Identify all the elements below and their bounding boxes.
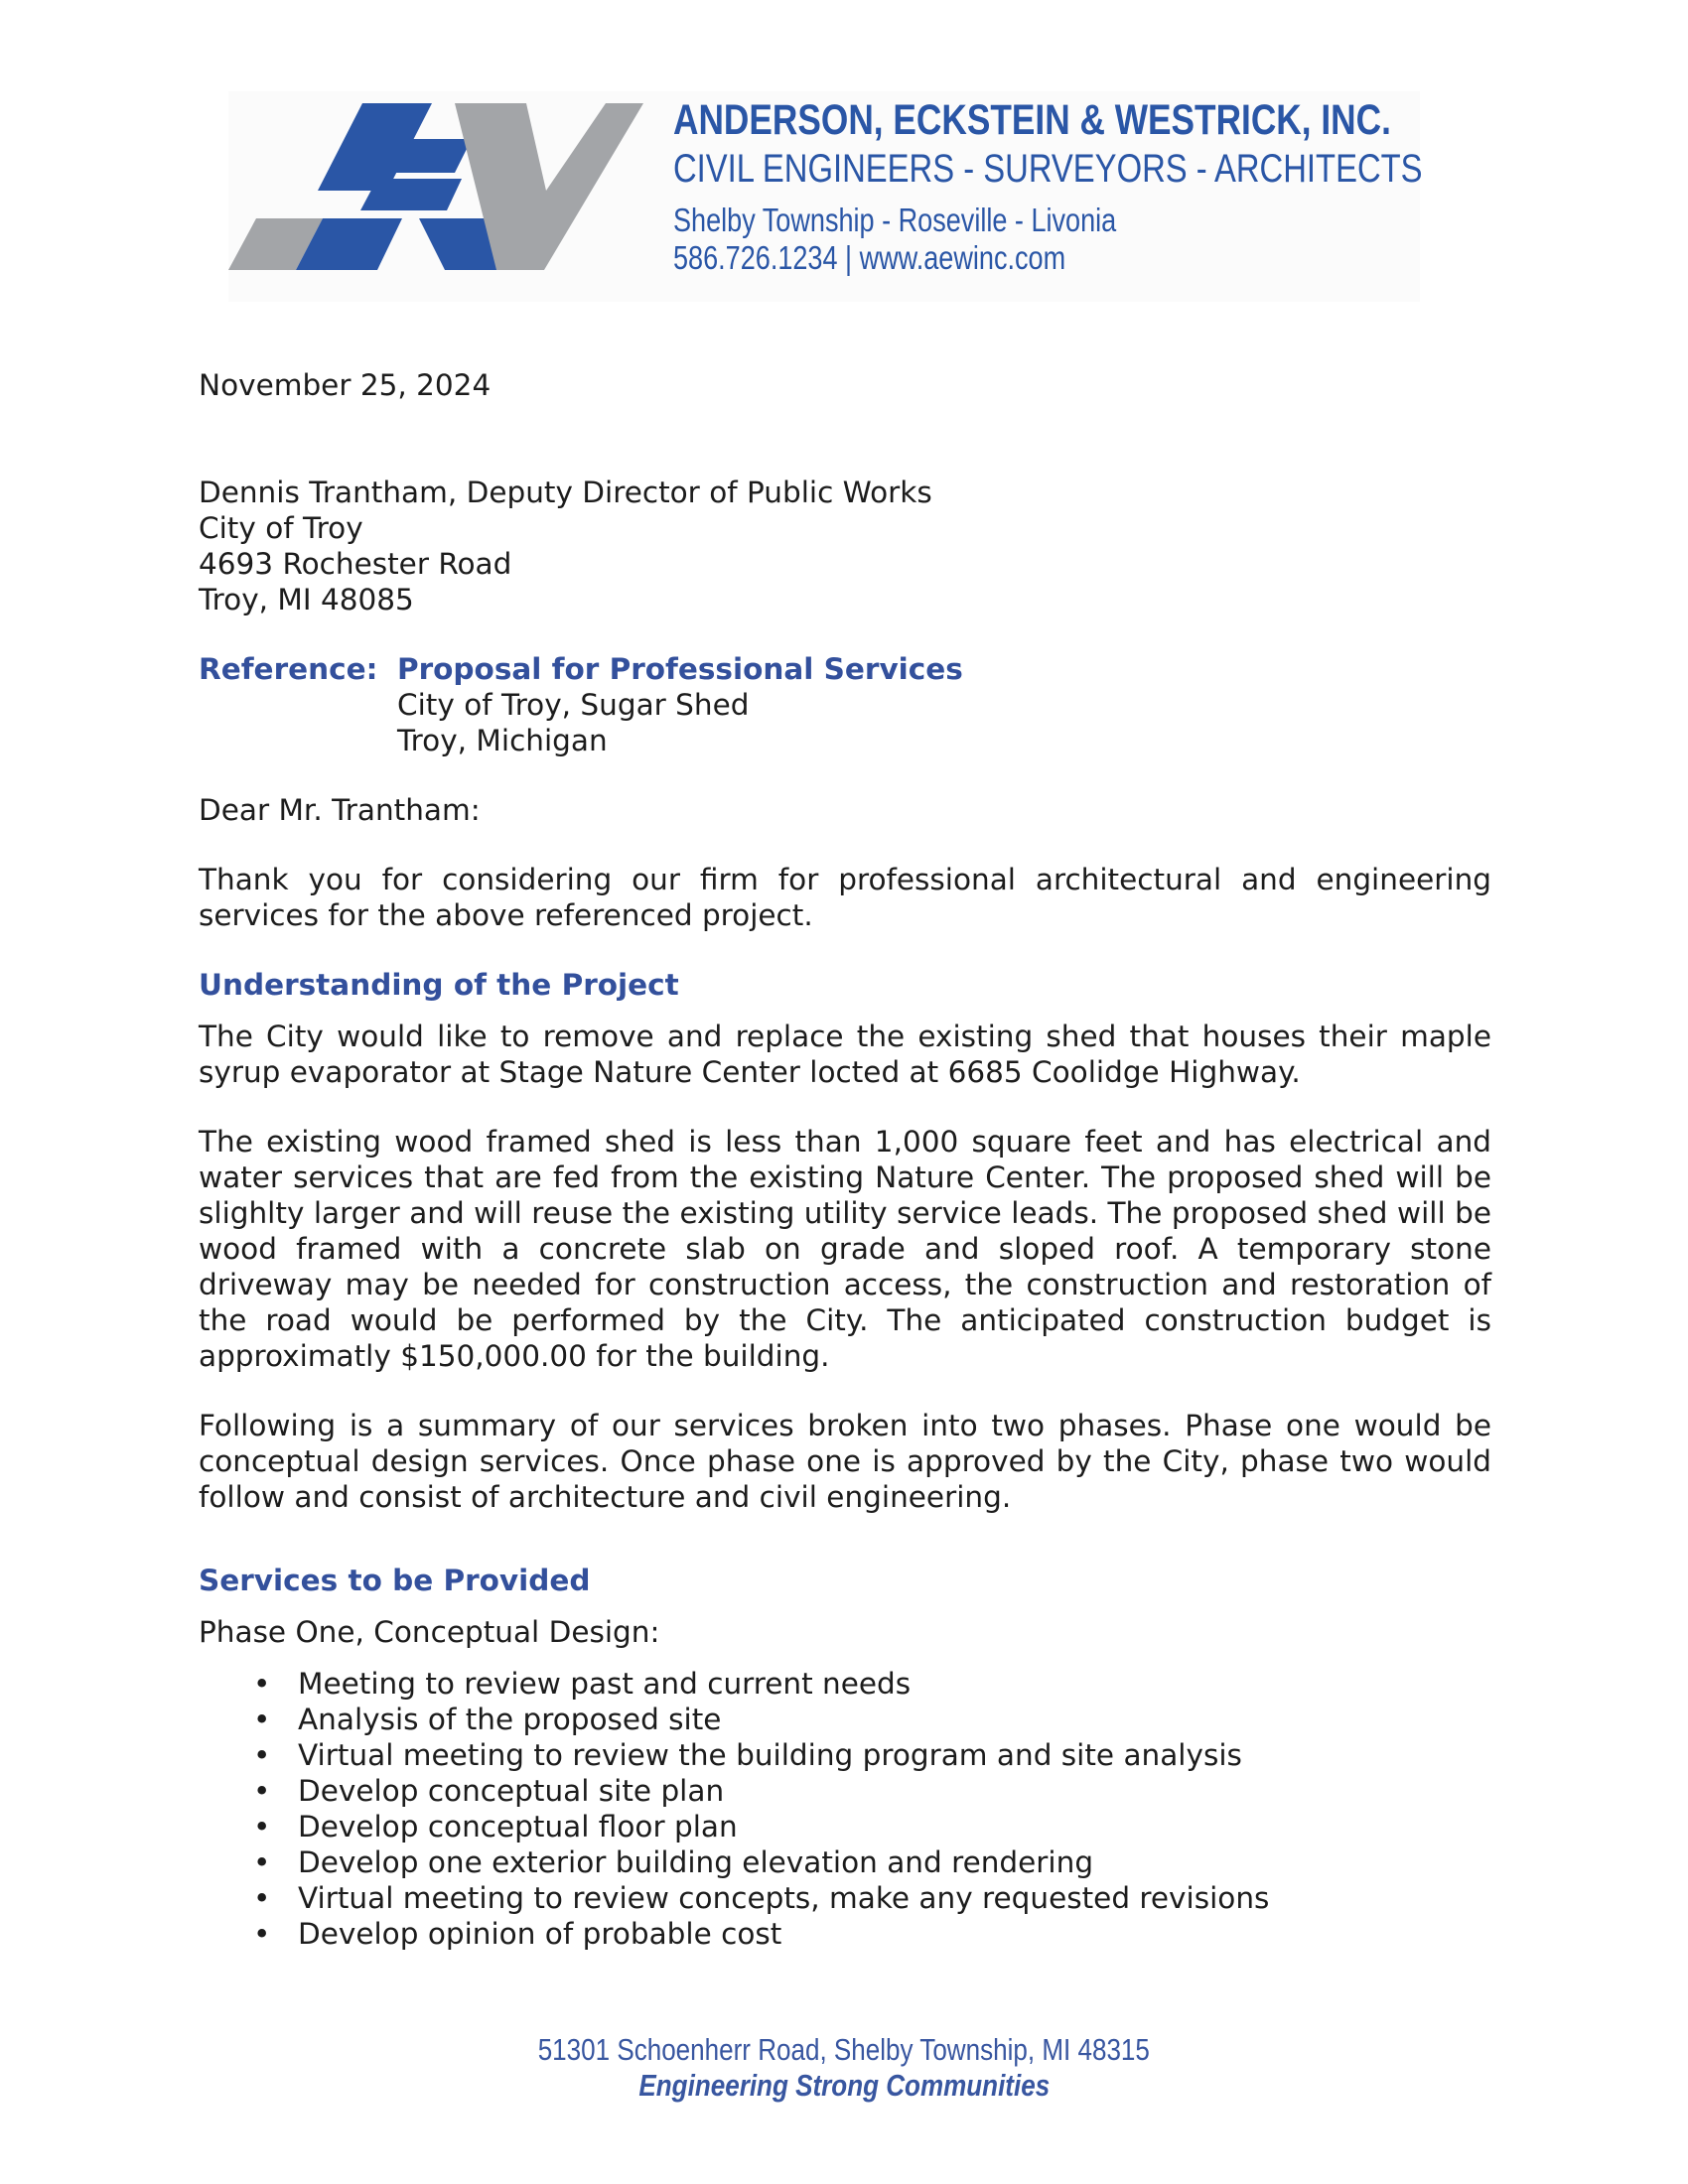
logo-blue-bar-2 (360, 179, 462, 210)
list-item-text: Analysis of the proposed site (298, 1703, 722, 1736)
reference-title: Proposal for Professional Services (397, 652, 963, 686)
addressee-line: City of Troy (199, 511, 363, 545)
services-heading: Services to be Provided (199, 1564, 591, 1597)
addressee-line: Troy, MI 48085 (199, 583, 414, 616)
salutation: Dear Mr. Trantham: (199, 793, 481, 827)
bullet-icon: • (253, 1774, 271, 1808)
firm-offices: Shelby Township - Roseville - Livonia (673, 202, 1117, 238)
letter-body (199, 367, 1491, 1952)
firm-disciplines: CIVIL ENGINEERS - SURVEYORS - ARCHITECTS (673, 147, 1423, 191)
aew-logo-icon (228, 99, 643, 270)
phase-one-title: Phase One, Conceptual Design: (199, 1615, 660, 1649)
bullet-icon: • (253, 1738, 271, 1772)
logo-blue-bar-1 (370, 139, 472, 173)
list-item (199, 1844, 1491, 1880)
list-item-text: Virtual meeting to review the building program and site analysis (298, 1738, 1242, 1772)
footer-address: 51301 Schoenherr Road, Shelby Township, MI 48315 (537, 2032, 1151, 2067)
letterhead-text (673, 95, 1423, 277)
letter-footer (0, 2032, 1688, 2104)
firm-contact: 586.726.1234 | www.aewinc.com (673, 239, 1066, 276)
bullet-icon: • (253, 1810, 271, 1843)
letter-date: November 25, 2024 (199, 368, 492, 402)
bullet-icon: • (253, 1667, 271, 1701)
list-item-text: Virtual meeting to review concepts, make any requested revisions (298, 1881, 1270, 1915)
bullet-icon: • (253, 1845, 271, 1879)
addressee-block (199, 475, 1491, 617)
list-item (199, 1773, 1491, 1809)
list-item (199, 1880, 1491, 1916)
list-item (199, 1916, 1491, 1952)
list-item-text: Meeting to review past and current needs (298, 1667, 912, 1701)
list-item (199, 1737, 1491, 1773)
reference-label: Reference: (199, 652, 378, 686)
reference-line: City of Troy, Sugar Shed (397, 688, 750, 722)
list-item-text: Develop conceptual floor plan (298, 1810, 738, 1843)
phase-one-list (199, 1666, 1491, 1952)
list-item (199, 1702, 1491, 1737)
understanding-paragraph: The existing wood framed shed is less than 1,000 square feet and has electrical and water services that are fed from the existing Nature Center. The proposed shed will be slighlty larger and will reuse the existing utility service leads. The proposed shed will be wood framed with a concrete slab on grade and sloped roof. A temporary stone driveway may be needed for construction access, the construction and restoration of the road would be performed by the City. The anticipated construction budget is approximatly $150,000.00 for the building. (199, 1125, 1491, 1373)
firm-name: ANDERSON, ECKSTEIN & WESTRICK, INC. (673, 96, 1391, 144)
bullet-icon: • (253, 1703, 271, 1736)
understanding-paragraph: Following is a summary of our services broken into two phases. Phase one would be conceptual design services. Once phase one is approved by the City, phase two would follow and consist of architecture and civil engineering. (199, 1409, 1491, 1514)
list-item (199, 1809, 1491, 1844)
list-item-text: Develop one exterior building elevation and rendering (298, 1845, 1094, 1879)
bullet-icon: • (253, 1917, 271, 1951)
list-item-text: Develop conceptual site plan (298, 1774, 725, 1808)
reference-content (397, 651, 963, 758)
addressee-line: 4693 Rochester Road (199, 547, 512, 581)
bullet-icon: • (253, 1881, 271, 1915)
footer-tagline: Engineering Strong Communities (638, 2068, 1050, 2103)
addressee-line: Dennis Trantham, Deputy Director of Public Works (199, 476, 932, 509)
reference-block (199, 651, 1491, 758)
understanding-paragraph: The City would like to remove and replace the existing shed that houses their maple syrup evaporator at Stage Nature Center locted at 6685 Coolidge Highway. (199, 1020, 1491, 1089)
list-item-text: Develop opinion of probable cost (298, 1917, 782, 1951)
reference-line: Troy, Michigan (397, 724, 608, 757)
list-item (199, 1666, 1491, 1702)
intro-paragraph: Thank you for considering our firm for professional architectural and engineering services for the above referenced project. (199, 863, 1491, 932)
understanding-heading: Understanding of the Project (199, 968, 679, 1002)
